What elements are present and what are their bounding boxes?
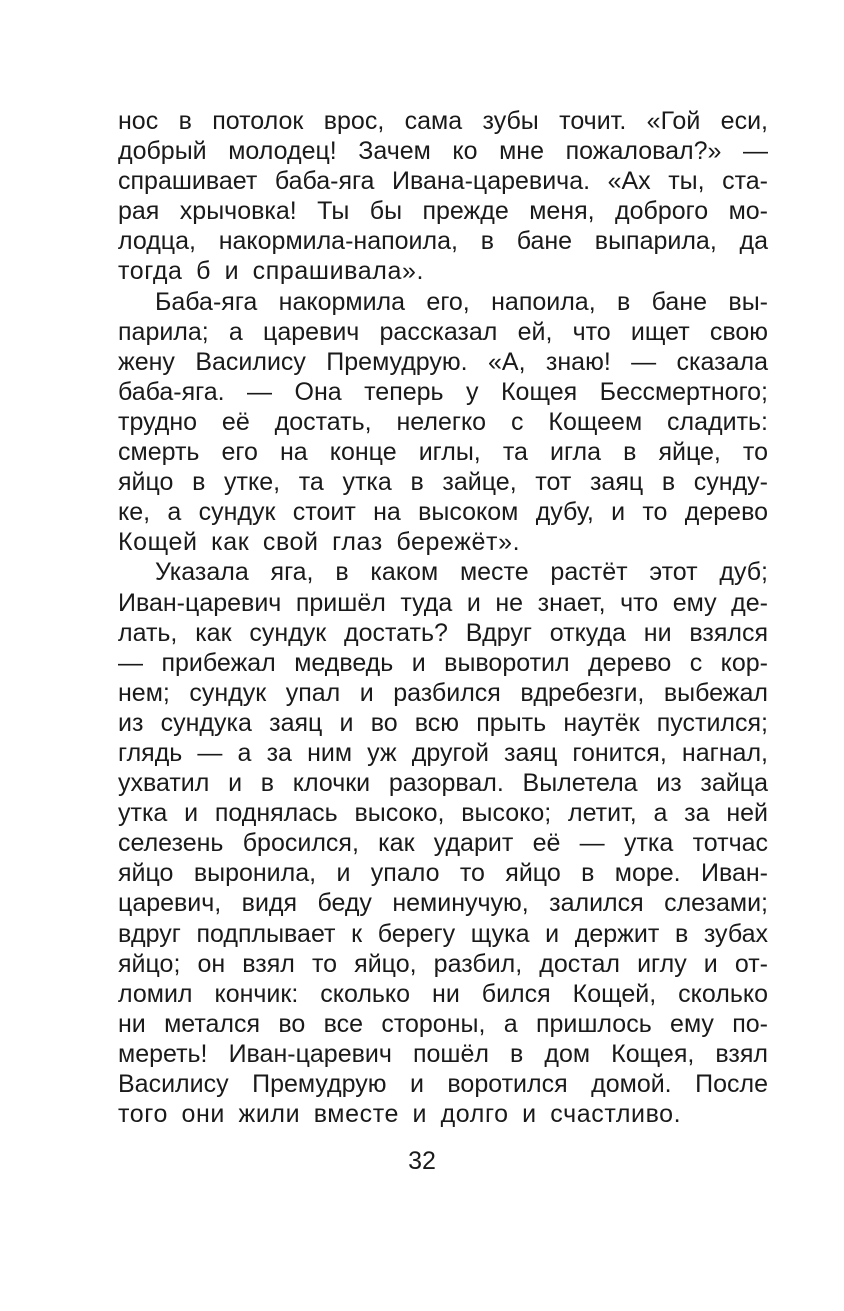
paragraph-2 — [118, 287, 768, 558]
text-line: утка и поднялась высоко, высоко; летит, а за ней — [118, 799, 768, 828]
text-line: Баба-яга накормила его, напоила, в бане вы- — [155, 287, 768, 316]
text-line: лать, как сундук достать? Вдруг откуда ни взялся — [118, 618, 768, 647]
text-line: ломил кончик: сколько ни бился Кощей, сколько — [118, 979, 768, 1008]
text-line: яйцо в утке, та утка в зайце, тот заяц в сунду- — [118, 468, 768, 497]
text-line: селезень бросился, как ударит её — утка тотчас — [118, 829, 768, 858]
text-line: трудно её достать, нелегко с Кощеем сладить: — [118, 407, 768, 436]
text-line: жену Василису Премудрую. «А, знаю! — сказала — [118, 347, 768, 376]
text-line: Кощей как свой глаз бережёт». — [118, 528, 521, 557]
text-line: добрый молодец! Зачем ко мне пожаловал?» — — [118, 137, 768, 166]
text-line: Иван-царевич пришёл туда и не знает, что ему де- — [118, 588, 768, 617]
text-line: мереть! Иван-царевич пошёл в дом Кощея, взял — [118, 1039, 768, 1068]
text-line: ке, а сундук стоит на высоком дубу, и то дерево — [118, 498, 768, 527]
text-line: баба-яга. — Она теперь у Кощея Бессмертного; — [118, 377, 768, 406]
text-line: лодца, накормила-напоила, в бане выпарила, да — [118, 227, 768, 256]
text-line: — прибежал медведь и выворотил дерево с кор- — [118, 648, 768, 677]
page-body — [118, 106, 768, 1129]
text-line: Указала яга, в каком месте растёт этот дуб; — [155, 558, 768, 587]
text-line: яйцо; он взял то яйцо, разбил, достал иглу и от- — [118, 949, 768, 978]
text-line: яйцо выронила, и упало то яйцо в море. Иван- — [118, 859, 768, 888]
text-line: нем; сундук упал и разбился вдребезги, выбежал — [118, 678, 768, 707]
text-line: тогда б и спрашивала». — [118, 257, 424, 286]
text-line: глядь — а за ним уж другой заяц гонится, нагнал, — [118, 738, 768, 767]
page-number: 32 — [408, 1147, 436, 1175]
text-line: того они жили вместе и долго и счастливо. — [118, 1100, 682, 1129]
text-line: царевич, видя беду неминучую, залился слезами; — [118, 889, 768, 918]
text-line: нос в потолок врос, сама зубы точит. «Гой еси, — [118, 107, 768, 135]
text-line: парила; а царевич рассказал ей, что ищет свою — [118, 317, 768, 346]
text-line: спрашивает баба-яга Ивана-царевича. «Ах ты, ста- — [118, 167, 768, 196]
paragraph-3 — [118, 557, 768, 1129]
text-line: Василису Премудрую и воротился домой. После — [118, 1070, 768, 1098]
text-line: смерть его на конце иглы, та игла в яйце, то — [118, 438, 768, 467]
text-line: вдруг подплывает к берегу щука и держит в зубах — [118, 919, 768, 948]
text-line: рая хрычовка! Ты бы прежде меня, доброго мо- — [118, 197, 768, 226]
text-line: ни метался во все стороны, а пришлось ему по- — [118, 1009, 768, 1038]
paragraph-1 — [118, 106, 768, 287]
text-line: ухватил и в клочки разорвал. Вылетела из зайца — [118, 769, 768, 798]
text-line: из сундука заяц и во всю прыть наутёк пустился; — [118, 708, 768, 737]
